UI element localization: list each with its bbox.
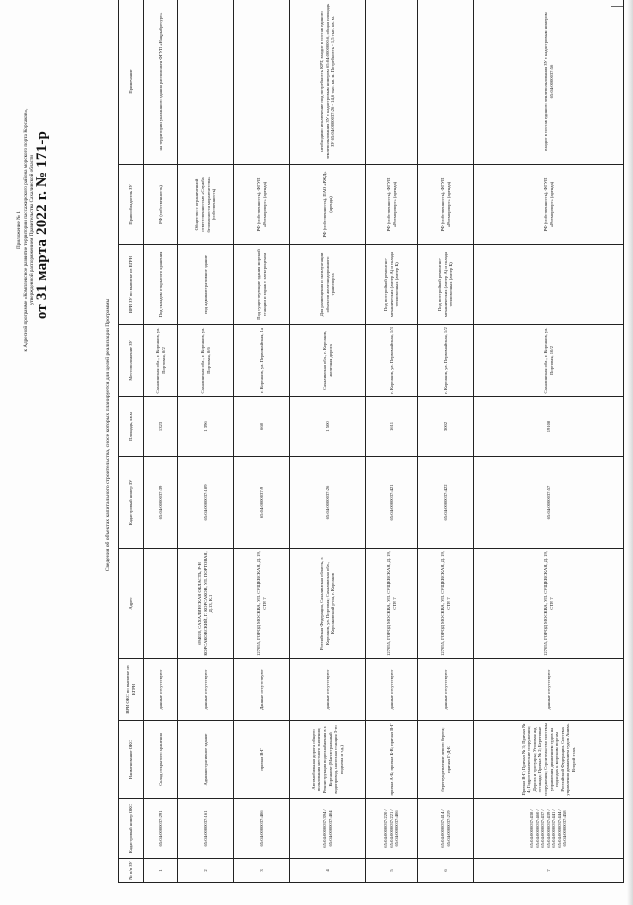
table-row — [418, 0, 474, 883]
table-cell — [366, 0, 418, 165]
objects-table — [118, 0, 624, 883]
table-cell — [144, 549, 178, 659]
appendix-line: к Адресной программе «Комплексное развитие территории пассажирского района морского порта Корсаков», — [22, 108, 29, 352]
table-cell: данные отсутствуют — [144, 659, 178, 721]
table-header-row — [119, 0, 144, 883]
column-header: Адрес — [119, 549, 144, 659]
table-cell: Общество с ограниченной ответственностью «Служба безопасности морагентства» (собственность) — [178, 165, 234, 245]
column-header: Правообладатель ЗУ — [119, 165, 144, 245]
table-cell: данные отсутствуют — [474, 659, 624, 721]
page-edge-shadow — [627, 0, 633, 905]
table-cell: 4 — [290, 859, 366, 883]
table-cell — [234, 0, 290, 165]
table-cell: Склад открытого хранения — [144, 721, 178, 799]
table-cell: данные отсутствуют — [418, 659, 474, 721]
table-cell: 65:04:0000037:422 — [418, 457, 474, 549]
table-cell: под административное здание — [178, 245, 234, 325]
table-cell: 127055, ГОРОД МОСКВА, УЛ. СУЩЕВСКАЯ, Д. 19, СТР. 7 — [366, 549, 418, 659]
table-cell: причал В-Г — [234, 721, 290, 799]
table-caption: Сведения об объектах капитального строительства, сносе которых планируется для целей реализации Программы — [105, 298, 111, 572]
table-cell: Под складом открытого хранения — [144, 245, 178, 325]
table-cell: 65:04:0000037:161 — [178, 799, 234, 859]
table-cell: Сахалинская обл., г. Корсаков, железная дорога — [290, 325, 366, 397]
table-cell: 65:04:0000037:394 / 65:04:0000037:404 — [290, 799, 366, 859]
column-header: Местоположение ЗУ — [119, 325, 144, 397]
table-cell: 5 — [366, 859, 418, 883]
table-cell: 65:04:0000037:189 — [178, 457, 234, 549]
column-header: Площадь, кв.м — [119, 397, 144, 457]
decree-date-number: от 31 марта 2022 г. № 171-р — [34, 130, 50, 320]
table-cell: 65:04:0000037:9 — [234, 457, 290, 549]
table-cell: данные отсутствуют — [366, 659, 418, 721]
table-cell: входит в состав единого землепользования ЗУ с кадастровым номером 65:04:0000037:56 — [474, 0, 624, 165]
column-header: ВРИ ЗУ по выписке из ЕГРН — [119, 245, 144, 325]
column-header: Кадастровый номер ОКС — [119, 799, 144, 859]
table-cell: 668 — [234, 397, 290, 457]
table-cell: 19108 — [474, 397, 624, 457]
table-cell: 6 — [418, 859, 474, 883]
table-cell: Российская Федерация, Сахалинская область, г. Корсаков, ул. Портовая; Сахалинская обл., Корсаковский р-он, г. Корсаков — [290, 549, 366, 659]
table-cell: 65:04:0000037:406 — [234, 799, 290, 859]
table-cell: 65:04:0000037:39 — [144, 457, 178, 549]
table-row — [144, 0, 178, 883]
table-body — [144, 0, 624, 883]
table-cell: 7 — [474, 859, 624, 883]
table-cell: 3002 — [418, 397, 474, 457]
table-cell: Сахалинская обл., г. Корсаков, ул. Портовая, 8/6 — [178, 325, 234, 397]
table-row — [178, 0, 234, 883]
table-cell: Автомобильная дорога общего пользования местного значения; Реконструкция водоснабжения в г. Корсакове (Магистральный водопровод, насосная станция 3-го подъема и т.д.) — [290, 721, 366, 799]
appendix-note — [16, 15, 36, 445]
table-cell: Под существующие здания морской станции и гараж с электроцехом — [234, 245, 290, 325]
table-cell: причал А-Б; причал Б-В; причал В-Г — [366, 721, 418, 799]
table-cell: РФ (собственность), ФГУП «Росморпорт» (аренда) — [418, 165, 474, 245]
table-cell: 127055, ГОРОД МОСКВА, УЛ. СУЩЕВСКАЯ, Д. 19, СТР. 7 — [474, 549, 624, 659]
table-cell: РФ (собственность), ФГУП «Росморпорт» (аренда) — [366, 165, 418, 245]
table-cell: г. Корсаков, ул. Первомайская, 1/3 — [366, 325, 418, 397]
table-cell: Сахалинская обл., г. Корсаков, ул. Портовая, 8/2 — [144, 325, 178, 397]
document-header — [0, 0, 120, 905]
table-cell: г. Корсаков, ул. Первомайская, 1а — [234, 325, 290, 397]
column-header: Примечание — [119, 0, 144, 165]
table-cell: РФ (собственность), ФГУП «Росморпорт» (аренда) — [474, 165, 624, 245]
table-cell: необходимо исключение под потребность КРТ, входит в состав единого землепользования ЗУ с кадастровым номером 65:04:0000000:6, общая площадь ЗУ 65:04:0000037:26 - 14,6 тыс. кв. м. Потребность - 1,5 тыс. кв. м. — [290, 0, 366, 165]
table-cell: РФ (собственность), ФГУП «Росморпорт» (аренда) — [234, 165, 290, 245]
table-cell — [474, 245, 624, 325]
table-cell: Сахалинская обл., г. Корсаков, ул. Портовая, 10/2 — [474, 325, 624, 397]
table-cell: Под постройкой ремонтно-механических (литер А) и склада тепловозных (литер Б) — [366, 245, 418, 325]
table-cell: 65:04:0000037:57 — [474, 457, 624, 549]
appendix-line: Приложение № 1 — [16, 211, 22, 249]
table-cell: РФ (собственность), ПАО «РЖД» (аренда) — [290, 165, 366, 245]
table-cell — [418, 0, 474, 165]
table-cell — [178, 0, 234, 165]
table-cell: Под постройкой ремонтно-механических (литер А) и склада тепловозных (литер Б) — [418, 245, 474, 325]
table-cell: 3 — [234, 859, 290, 883]
table-cell: 1611 — [366, 397, 418, 457]
table-cell: Для размещения и эксплуатации объектов железнодорожного транспорта — [290, 245, 366, 325]
table-cell: на территории указанного здания расположен ФГУП «Нацрыбресурс» — [144, 0, 178, 165]
table-cell: данные отсутствуют — [290, 659, 366, 721]
table-cell: 65:04:0000037:291 — [144, 799, 178, 859]
column-header: Наименование ОКС — [119, 721, 144, 799]
appendix-line: утвержденной распоряжением Правительства Сахалинской области — [29, 155, 36, 306]
table-row — [474, 0, 624, 883]
table-cell: берегоукрепление левого берега; причал Г-Д-Е — [418, 721, 474, 799]
scan-mark — [611, 6, 623, 9]
table-cell: 65:04:0000037:26 — [290, 457, 366, 549]
table-row — [234, 0, 290, 883]
table-cell: 127055, ГОРОД МОСКВА, УЛ. СУЩЕВСКАЯ, Д. 19, СТР. 7 — [234, 549, 290, 659]
table-cell: г. Корсаков, ул. Первомайская, 1/2 — [418, 325, 474, 397]
table-cell: 65:04:0000037:421 — [366, 457, 418, 549]
table-row — [290, 0, 366, 883]
column-header: № п/п ЗУ — [119, 859, 144, 883]
table-cell: 65:04:0000037:220 / 65:04:0000037:221 / 65:04:0000037:406 — [366, 799, 418, 859]
table-cell: 65:04:0000037:438 / 65:04:0000037:460 / 65:04:0000037:437 / 65:04:0000037:439 / 65:04:0000037:441 / 65:04:0000037:444 / 65:04:0000037:458 — [474, 799, 624, 859]
table-cell: 127055, ГОРОД МОСКВА, УЛ. СУЩЕВСКАЯ, Д. 19, СТР. 7 — [418, 549, 474, 659]
table-cell: 1 500 — [290, 397, 366, 457]
table-cell: 1 396 — [178, 397, 234, 457]
column-header: Кадастровый номер ЗУ — [119, 457, 144, 549]
table-cell: 2 — [178, 859, 234, 883]
table-cell: 1323 — [144, 397, 178, 457]
table-cell: Данные отсутствуют — [234, 659, 290, 721]
table-cell: данные отсутствуют — [178, 659, 234, 721]
table-cell: Причал В-Г; Причал № 3; Причал № 4; Гидротехнические сооружения; Дорога и тротуары; Уголовая жд эстакада; Причал № 2; Береговые сооружения; Строительство системы управления движением судов на подходах к морским портам Российской Федерации. Система управления движением судов Анива. Второй этап. — [474, 721, 624, 799]
column-header: ВРИ ОКС по выписке из ЕГРН — [119, 659, 144, 721]
table-cell: РФ (собственность) — [144, 165, 178, 245]
table-row — [366, 0, 418, 883]
table-cell: 694020, САХАЛИНСКАЯ ОБЛАСТЬ, Р-Н КОРСАКОВСКИЙ, Г. КОРСАКОВ, УЛ. ПОРТОВАЯ, Д.13, К.1 — [178, 549, 234, 659]
table-cell: 1 — [144, 859, 178, 883]
table-cell: Административное здание — [178, 721, 234, 799]
table-cell: 65:04:0000037:414 / 65:04:0000037:219 — [418, 799, 474, 859]
